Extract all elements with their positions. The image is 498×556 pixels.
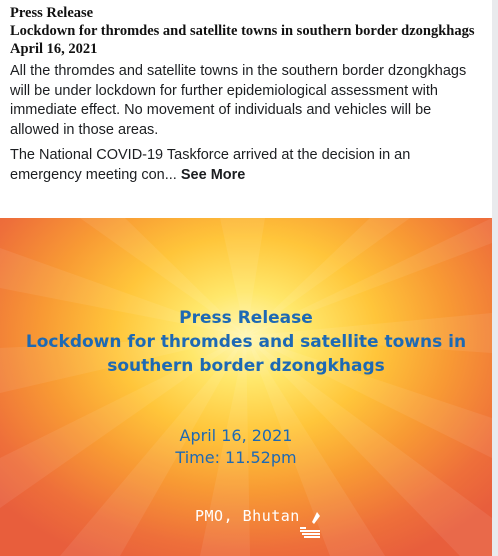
image-time: Time: 11.52pm	[175, 448, 297, 467]
image-title-line-3: southern border dzongkhags	[107, 356, 385, 376]
post-paragraph-1: All the thromdes and satellite towns in the southern border dzongkhags will be under lockdown for further epidemiological assessment with immediate effect. No movement of individuals and vehicles will be allowed in those areas.	[10, 63, 467, 138]
post-text	[10, 4, 482, 185]
see-more-link[interactable]: See More	[180, 166, 246, 183]
image-date: April 16, 2021	[179, 426, 293, 445]
post-paragraph-2-text: The National COVID-19 Taskforce arrived at the decision in an emergency meeting con...	[10, 147, 411, 183]
post-headline-date: April 16, 2021	[10, 41, 98, 57]
image-title-line-2: Lockdown for thromdes and satellite towns in	[25, 332, 467, 352]
image-credit: PMO, Bhutan	[195, 507, 300, 525]
post-image[interactable]	[0, 218, 492, 556]
pmo-bhutan-logo-icon	[297, 510, 325, 540]
image-title-line-1: Press Release	[179, 308, 313, 328]
scroll-edge	[492, 0, 498, 556]
post-headline-subject: Lockdown for thromdes and satellite towns in southern border dzongkhags	[10, 23, 475, 39]
post-paragraph-2	[10, 146, 482, 185]
post-headline-title: Press Release	[10, 5, 94, 21]
image-title	[0, 306, 492, 378]
image-date-block	[0, 425, 472, 469]
